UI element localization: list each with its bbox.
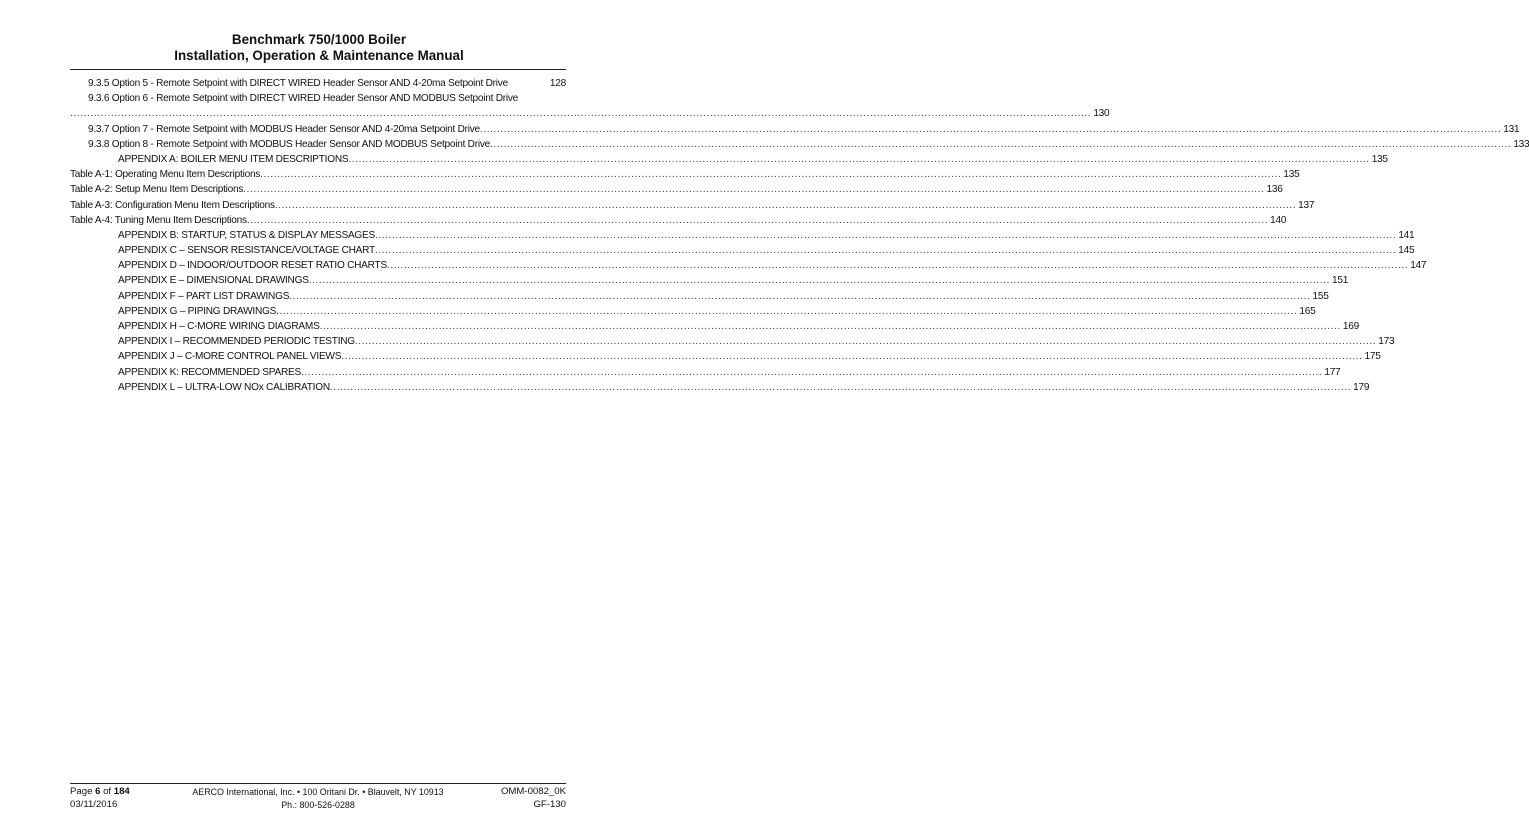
document-title: Benchmark 750/1000 Boiler [231,32,407,47]
toc-dot-leader: ............................................................................................................................................................................................................................................................................................................ [329,381,1352,393]
toc-entry[interactable] [70,273,1349,288]
toc-dot-leader: ............................................................................................................................................................................................................................................................................................................ [319,321,1341,332]
toc-entry-page: 137 [1298,199,1315,211]
toc-entry-page: 130 [1093,108,1110,120]
toc-entry[interactable] [70,91,566,106]
toc-entry-title: Table A-1: Operating Menu Item Descriptions [70,169,261,181]
toc-entry-title: 9.3.8 Option 8 - Remote Setpoint with MODBUS Header Sensor AND MODBUS Setpoint Drive [88,138,490,150]
toc-dot-leader: ............................................................................................................................................................................................................................................................................................................ [375,229,1397,241]
toc-entry-page: 179 [1353,381,1370,393]
toc-entry-title: 9.3.6 Option 6 - Remote Setpoint with DIRECT WIRED Header Sensor AND MODBUS Setpoint Drive [88,93,519,105]
toc-dot-leader: ............................................................................................................................................................................................................................................................................................................ [308,275,1330,287]
toc-entry-page: 135 [1283,169,1300,181]
footer-date: 03/11/2016 [70,798,118,810]
toc-entry-page: 151 [1332,275,1349,287]
toc-entry-page: 133 [1513,138,1529,150]
toc-entry-page: 173 [1378,336,1395,348]
footer-divider [70,783,566,784]
gf-number: GF-130 [533,798,566,810]
header-divider [70,69,566,70]
toc-dot-leader: ............................................................................................................................................................................................................................................................................................................ [274,199,1297,211]
toc-entry-title: APPENDIX A: BOILER MENU ITEM DESCRIPTIONS [118,153,349,165]
page-of-label: of [100,786,114,797]
toc-entry[interactable] [70,152,1388,167]
document-subtitle: Installation, Operation & Maintenance Manual [174,48,464,63]
toc-entry-title: APPENDIX K: RECOMMENDED SPARES [118,366,302,378]
toc-dot-leader: ............................................................................................................................................................................................................................................................................................................ [386,260,1409,272]
toc-entry-page: 141 [1398,229,1415,241]
toc-entry[interactable] [70,258,1427,273]
toc-dot-leader: ............................................................................................................................................................................................................................................................................................................ [374,245,1397,257]
page-prefix: Page [70,786,96,797]
toc-entry-title: APPENDIX C – SENSOR RESISTANCE/VOLTAGE CHART [118,245,375,257]
toc-entry-title: APPENDIX L – ULTRA-LOW NOx CALIBRATION [118,381,330,393]
toc-dot-leader: ............................................................................................................................................................................................................................................................................................................ [260,169,1282,181]
toc-entry-title: 9.3.5 Option 5 - Remote Setpoint with DIRECT WIRED Header Sensor AND 4-20ma Setpoint Drive [88,78,508,89]
toc-entry-page: 136 [1266,184,1283,196]
company-address: AERCO International, Inc. • 100 Oritani Dr. • Blauvelt, NY 10913 [192,787,444,797]
toc-entry-page: 147 [1410,260,1427,272]
toc-dot-leader: ............................................................................................................................................................................................................................................................................................................ [479,123,1502,135]
toc-entry[interactable] [70,137,1529,152]
toc-entry[interactable] [70,76,566,91]
toc-dot-leader: ............................................................................................................................................................................................................................................................................................................ [243,184,1265,196]
table-of-contents [70,76,1529,395]
toc-dot-leader: ............................................................................................................................................................................................................................................................................................................ [246,214,1269,226]
toc-entry-title: APPENDIX E – DIMENSIONAL DRAWINGS [118,275,309,287]
toc-entry-title: Table A-4: Tuning Menu Item Descriptions [70,214,247,226]
toc-entry-page: 145 [1398,245,1415,257]
toc-entry-page: 177 [1324,366,1341,378]
toc-entry-page: 165 [1299,305,1316,317]
toc-entry-title: APPENDIX H – C-MORE WIRING DIAGRAMS [118,321,320,332]
toc-entry-title: APPENDIX B: STARTUP, STATUS & DISPLAY MESSAGES [118,229,375,241]
company-phone: Ph.: 800-526-0288 [281,799,355,810]
toc-entry-title: Table A-2: Setup Menu Item Descriptions [70,184,244,196]
toc-entry-title: 9.3.7 Option 7 - Remote Setpoint with MODBUS Header Sensor AND 4-20ma Setpoint Drive [88,123,480,135]
toc-entry-page: 175 [1364,351,1381,363]
toc-entry-title: APPENDIX J – C-MORE CONTROL PANEL VIEWS [118,351,342,363]
toc-dot-leader: ............................................................................................................................................................................................................................................................................................................ [289,290,1311,302]
toc-entry-title: Table A-3: Configuration Menu Item Descriptions [70,199,275,211]
toc-entry-title: APPENDIX G – PIPING DRAWINGS [118,305,277,317]
toc-dot-leader: ............................................................................................................................................................................................................................................................................................................ [490,138,1512,150]
page-total: 184 [113,786,130,797]
toc-dot-leader: ............................................................................................................................................................................................................................................................................................................ [70,108,1092,120]
toc-entry[interactable] [70,167,1300,182]
toc-entry-title: APPENDIX F – PART LIST DRAWINGS [118,290,290,302]
toc-entry-page: 128 [549,78,566,89]
toc-entry-page: 135 [1371,153,1388,165]
toc-entry[interactable] [70,122,1520,137]
toc-entry[interactable] [70,106,1110,121]
toc-dot-leader: ............................................................................................................................................................................................................................................................................................................ [354,336,1377,348]
toc-entry[interactable] [70,213,1287,228]
toc-entry[interactable] [70,319,1359,334]
toc-entry[interactable] [70,182,1283,197]
footer-right [501,786,566,811]
toc-dot-leader: ............................................................................................................................................................................................................................................................................................................ [341,351,1363,363]
toc-entry[interactable] [70,349,1381,364]
page-number: 6 [95,786,101,797]
toc-dot-leader: ............................................................................................................................................................................................................................................................................................................ [276,305,1298,317]
document-number: OMM-0082_0K [500,786,566,797]
toc-dot-leader: ............................................................................................................................................................................................................................................................................................................ [301,366,1323,378]
toc-entry[interactable] [70,228,1415,243]
toc-entry[interactable] [70,380,1370,395]
footer-center [70,786,566,811]
toc-entry[interactable] [70,289,1329,304]
toc-entry-title: APPENDIX I – RECOMMENDED PERIODIC TESTING [118,336,355,348]
toc-entry-title: APPENDIX D – INDOOR/OUTDOOR RESET RATIO CHARTS [118,260,387,272]
toc-entry-page: 169 [1342,321,1359,332]
toc-entry[interactable] [70,365,1341,380]
toc-entry[interactable] [70,304,1316,319]
toc-entry-page: 155 [1312,290,1329,302]
toc-entry-page: 131 [1503,123,1520,135]
document-header [0,32,638,64]
toc-entry[interactable] [70,198,1315,213]
toc-entry-page: 140 [1270,214,1287,226]
toc-entry[interactable] [70,243,1415,258]
toc-entry[interactable] [70,334,1395,349]
toc-dot-leader: ............................................................................................................................................................................................................................................................................................................ [348,153,1370,165]
